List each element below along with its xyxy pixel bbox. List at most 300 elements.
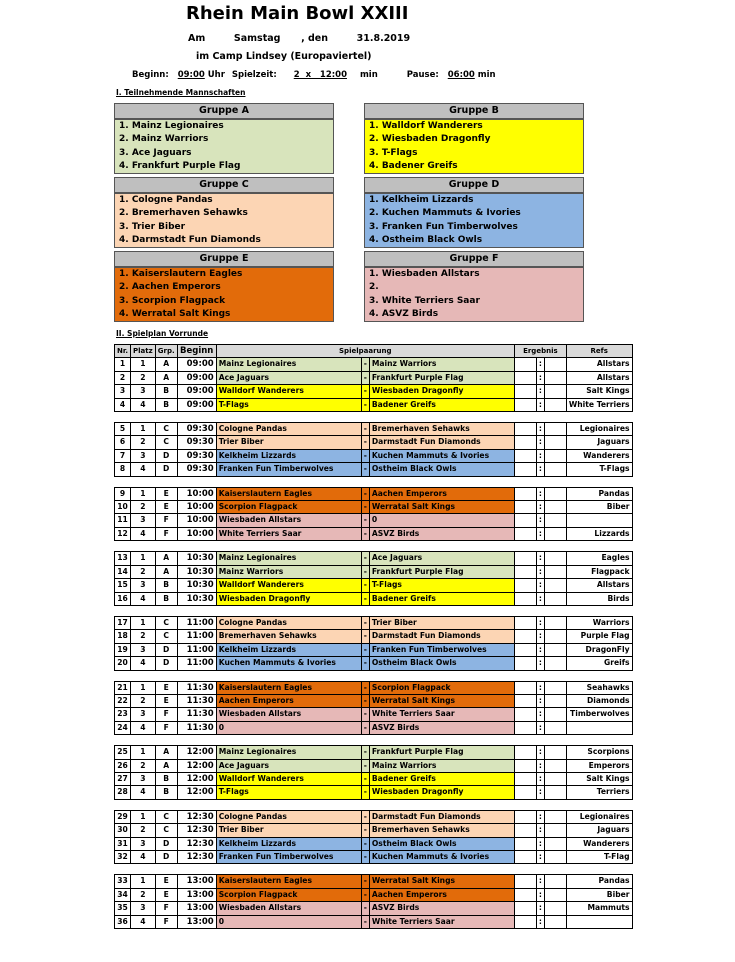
- game-group: E: [155, 681, 177, 694]
- score-colon: :: [536, 786, 544, 799]
- score-away: [544, 708, 566, 721]
- home-team: Walldorf Wanderers: [216, 385, 361, 398]
- away-team: Aachen Emperors: [369, 487, 514, 500]
- game-group: B: [155, 579, 177, 592]
- game-start-time: 13:00: [177, 902, 216, 915]
- away-team: Ace Jaguars: [369, 552, 514, 565]
- spacer-row: [115, 476, 633, 487]
- game-platz: 1: [131, 552, 156, 565]
- spacer-cell: [115, 799, 633, 810]
- game-start-time: 13:00: [177, 888, 216, 901]
- game-nr: 14: [115, 565, 131, 578]
- home-team: Cologne Pandas: [216, 423, 361, 436]
- header-grp: Grp.: [155, 345, 177, 358]
- game-platz: 1: [131, 875, 156, 888]
- score-colon: :: [536, 681, 544, 694]
- game-nr: 23: [115, 708, 131, 721]
- score-colon: :: [536, 915, 544, 928]
- home-team: Mainz Legionaires: [216, 746, 361, 759]
- group-team: 2. Bremerhaven Sehawks: [115, 207, 333, 220]
- game-refs: Legionaires: [566, 423, 632, 436]
- table-row: [115, 592, 633, 605]
- versus-dash: -: [361, 579, 369, 592]
- versus-dash: -: [361, 616, 369, 629]
- game-nr: 24: [115, 721, 131, 734]
- game-platz: 4: [131, 527, 156, 540]
- game-nr: 26: [115, 759, 131, 772]
- header-beginn: Beginn: [177, 345, 216, 358]
- away-team: Werratal Salt Kings: [369, 875, 514, 888]
- game-refs: Salt Kings: [566, 772, 632, 785]
- score-home: [514, 694, 536, 707]
- home-team: Mainz Warriors: [216, 565, 361, 578]
- table-row: [115, 463, 633, 476]
- game-nr: 25: [115, 746, 131, 759]
- away-team: Franken Fun Timberwolves: [369, 643, 514, 656]
- score-home: [514, 423, 536, 436]
- score-home: [514, 371, 536, 384]
- score-colon: :: [536, 888, 544, 901]
- game-start-time: 09:00: [177, 385, 216, 398]
- beginn-value: 09:00: [177, 70, 205, 80]
- table-row: [115, 616, 633, 629]
- game-platz: 1: [131, 487, 156, 500]
- game-start-time: 10:00: [177, 501, 216, 514]
- page-title: Rhein Main Bowl XXIII: [186, 3, 409, 24]
- section-schedule-heading: II. Spielplan Vorrunde: [116, 329, 209, 338]
- group-team: 3. Franken Fun Timberwolves: [365, 221, 583, 234]
- game-group: C: [155, 824, 177, 837]
- score-colon: :: [536, 436, 544, 449]
- game-start-time: 09:00: [177, 371, 216, 384]
- game-group: E: [155, 694, 177, 707]
- group-team: 3. Scorpion Flagpack: [115, 295, 333, 308]
- game-start-time: 11:00: [177, 643, 216, 656]
- group-header: Gruppe D: [365, 178, 583, 194]
- score-home: [514, 915, 536, 928]
- game-refs: Lizzards: [566, 527, 632, 540]
- game-nr: 15: [115, 579, 131, 592]
- versus-dash: -: [361, 875, 369, 888]
- versus-dash: -: [361, 837, 369, 850]
- table-row: [115, 371, 633, 384]
- away-team: Frankfurt Purple Flag: [369, 746, 514, 759]
- game-group: A: [155, 565, 177, 578]
- timing-line: [132, 70, 496, 80]
- home-team: Ace Jaguars: [216, 371, 361, 384]
- versus-dash: -: [361, 902, 369, 915]
- home-team: Franken Fun Timberwolves: [216, 851, 361, 864]
- game-start-time: 11:00: [177, 657, 216, 670]
- score-colon: :: [536, 810, 544, 823]
- score-colon: :: [536, 902, 544, 915]
- game-start-time: 10:30: [177, 565, 216, 578]
- home-team: 0: [216, 915, 361, 928]
- game-start-time: 13:00: [177, 875, 216, 888]
- versus-dash: -: [361, 708, 369, 721]
- game-nr: 20: [115, 657, 131, 670]
- game-platz: 4: [131, 915, 156, 928]
- game-start-time: 10:30: [177, 579, 216, 592]
- game-refs: Jaguars: [566, 824, 632, 837]
- table-row: [115, 579, 633, 592]
- game-platz: 4: [131, 592, 156, 605]
- game-refs: White Terriers: [566, 398, 632, 411]
- game-refs: Greifs: [566, 657, 632, 670]
- game-platz: 1: [131, 810, 156, 823]
- game-group: D: [155, 657, 177, 670]
- group-f-box: [364, 251, 584, 322]
- game-start-time: 11:00: [177, 616, 216, 629]
- score-home: [514, 759, 536, 772]
- score-home: [514, 851, 536, 864]
- table-row: [115, 487, 633, 500]
- game-group: C: [155, 616, 177, 629]
- score-colon: :: [536, 837, 544, 850]
- game-nr: 36: [115, 915, 131, 928]
- spacer-cell: [115, 864, 633, 875]
- score-away: [544, 657, 566, 670]
- table-row: [115, 423, 633, 436]
- spacer-row: [115, 670, 633, 681]
- header-nr: Nr.: [115, 345, 131, 358]
- game-start-time: 12:30: [177, 824, 216, 837]
- away-team: Wiesbaden Dragonfly: [369, 385, 514, 398]
- game-nr: 30: [115, 824, 131, 837]
- away-team: Werratal Salt Kings: [369, 501, 514, 514]
- game-group: B: [155, 592, 177, 605]
- score-away: [544, 681, 566, 694]
- table-row: [115, 902, 633, 915]
- table-row: [115, 398, 633, 411]
- spacer-row: [115, 864, 633, 875]
- spielzeit-label: Spielzeit:: [231, 70, 277, 80]
- game-platz: 3: [131, 579, 156, 592]
- game-refs: Wanderers: [566, 449, 632, 462]
- score-away: [544, 436, 566, 449]
- game-platz: 2: [131, 888, 156, 901]
- game-platz: 1: [131, 746, 156, 759]
- home-team: Bremerhaven Sehawks: [216, 630, 361, 643]
- score-home: [514, 565, 536, 578]
- min-label: min: [359, 70, 378, 80]
- score-colon: :: [536, 487, 544, 500]
- home-team: Cologne Pandas: [216, 616, 361, 629]
- score-away: [544, 772, 566, 785]
- group-team: 2.: [365, 281, 583, 294]
- game-nr: 19: [115, 643, 131, 656]
- score-home: [514, 721, 536, 734]
- game-platz: 2: [131, 694, 156, 707]
- game-refs: Scorpions: [566, 746, 632, 759]
- away-team: Werratal Salt Kings: [369, 694, 514, 707]
- versus-dash: -: [361, 824, 369, 837]
- score-away: [544, 579, 566, 592]
- game-refs: Salt Kings: [566, 385, 632, 398]
- game-nr: 22: [115, 694, 131, 707]
- group-b-box: [364, 103, 584, 174]
- home-team: Kelkheim Lizzards: [216, 643, 361, 656]
- date-line: [188, 33, 410, 44]
- game-platz: 2: [131, 501, 156, 514]
- game-refs: [566, 514, 632, 527]
- score-home: [514, 616, 536, 629]
- game-platz: 3: [131, 837, 156, 850]
- game-refs: Seahawks: [566, 681, 632, 694]
- away-team: ASVZ Birds: [369, 902, 514, 915]
- score-home: [514, 772, 536, 785]
- group-header: Gruppe F: [365, 252, 583, 268]
- header-refs: Refs: [566, 345, 632, 358]
- game-group: C: [155, 423, 177, 436]
- game-platz: 4: [131, 463, 156, 476]
- score-away: [544, 527, 566, 540]
- away-team: White Terriers Saar: [369, 915, 514, 928]
- versus-dash: -: [361, 681, 369, 694]
- score-away: [544, 837, 566, 850]
- home-team: Wiesbaden Allstars: [216, 708, 361, 721]
- min2-label: min: [477, 70, 496, 80]
- game-nr: 9: [115, 487, 131, 500]
- score-away: [544, 851, 566, 864]
- game-group: F: [155, 721, 177, 734]
- game-group: B: [155, 786, 177, 799]
- game-start-time: 11:30: [177, 708, 216, 721]
- game-start-time: 09:30: [177, 463, 216, 476]
- game-group: E: [155, 501, 177, 514]
- score-home: [514, 837, 536, 850]
- versus-dash: -: [361, 463, 369, 476]
- score-home: [514, 592, 536, 605]
- game-start-time: 10:00: [177, 514, 216, 527]
- game-refs: Wanderers: [566, 837, 632, 850]
- score-home: [514, 902, 536, 915]
- game-group: D: [155, 643, 177, 656]
- score-home: [514, 385, 536, 398]
- group-team: 3. Ace Jaguars: [115, 147, 333, 160]
- spacer-row: [115, 412, 633, 423]
- game-nr: 11: [115, 514, 131, 527]
- versus-dash: -: [361, 746, 369, 759]
- game-refs: [566, 721, 632, 734]
- score-away: [544, 514, 566, 527]
- versus-dash: -: [361, 694, 369, 707]
- away-team: Frankfurt Purple Flag: [369, 371, 514, 384]
- score-colon: :: [536, 501, 544, 514]
- away-team: Bremerhaven Sehawks: [369, 423, 514, 436]
- table-row: [115, 708, 633, 721]
- game-nr: 2: [115, 371, 131, 384]
- away-team: ASVZ Birds: [369, 527, 514, 540]
- game-platz: 3: [131, 514, 156, 527]
- score-colon: :: [536, 463, 544, 476]
- location: im Camp Lindsey (Europaviertel): [196, 51, 372, 62]
- score-colon: :: [536, 527, 544, 540]
- score-away: [544, 630, 566, 643]
- group-header: Gruppe B: [365, 104, 583, 120]
- table-row: [115, 436, 633, 449]
- header-ergebnis: Ergebnis: [514, 345, 566, 358]
- schedule-table: [114, 344, 633, 929]
- home-team: Walldorf Wanderers: [216, 772, 361, 785]
- score-colon: :: [536, 358, 544, 371]
- table-row: [115, 721, 633, 734]
- away-team: Badener Greifs: [369, 592, 514, 605]
- score-colon: :: [536, 851, 544, 864]
- game-refs: Biber: [566, 501, 632, 514]
- game-group: F: [155, 915, 177, 928]
- table-row: [115, 915, 633, 928]
- home-team: Wiesbaden Dragonfly: [216, 592, 361, 605]
- away-team: Badener Greifs: [369, 398, 514, 411]
- score-home: [514, 643, 536, 656]
- home-team: Scorpion Flagpack: [216, 888, 361, 901]
- group-team: 3. T-Flags: [365, 147, 583, 160]
- score-away: [544, 552, 566, 565]
- group-team: 4. Ostheim Black Owls: [365, 234, 583, 247]
- score-away: [544, 875, 566, 888]
- game-refs: Allstars: [566, 371, 632, 384]
- versus-dash: -: [361, 371, 369, 384]
- home-team: Franken Fun Timberwolves: [216, 463, 361, 476]
- score-away: [544, 643, 566, 656]
- game-platz: 4: [131, 657, 156, 670]
- away-team: Badener Greifs: [369, 772, 514, 785]
- home-team: T-Flags: [216, 786, 361, 799]
- versus-dash: -: [361, 772, 369, 785]
- table-row: [115, 746, 633, 759]
- versus-dash: -: [361, 385, 369, 398]
- date-value: 31.8.2019: [356, 33, 411, 44]
- game-nr: 27: [115, 772, 131, 785]
- home-team: White Terriers Saar: [216, 527, 361, 540]
- score-home: [514, 527, 536, 540]
- score-home: [514, 681, 536, 694]
- game-nr: 33: [115, 875, 131, 888]
- home-team: Kuchen Mammuts & Ivories: [216, 657, 361, 670]
- group-header: Gruppe E: [115, 252, 333, 268]
- game-nr: 18: [115, 630, 131, 643]
- score-colon: :: [536, 579, 544, 592]
- score-home: [514, 463, 536, 476]
- away-team: Scorpion Flagpack: [369, 681, 514, 694]
- versus-dash: -: [361, 630, 369, 643]
- score-home: [514, 630, 536, 643]
- home-team: Kaiserslautern Eagles: [216, 487, 361, 500]
- home-team: Wiesbaden Allstars: [216, 514, 361, 527]
- table-row: [115, 681, 633, 694]
- score-away: [544, 449, 566, 462]
- score-home: [514, 501, 536, 514]
- home-team: Aachen Emperors: [216, 694, 361, 707]
- game-start-time: 11:30: [177, 694, 216, 707]
- home-team: Trier Biber: [216, 436, 361, 449]
- group-team: 1. Cologne Pandas: [115, 194, 333, 207]
- group-team: 1. Kelkheim Lizzards: [365, 194, 583, 207]
- score-away: [544, 501, 566, 514]
- away-team: Wiesbaden Dragonfly: [369, 786, 514, 799]
- game-start-time: 10:00: [177, 527, 216, 540]
- game-platz: 2: [131, 759, 156, 772]
- game-refs: Warriors: [566, 616, 632, 629]
- group-header: Gruppe C: [115, 178, 333, 194]
- score-colon: :: [536, 824, 544, 837]
- game-refs: Emperors: [566, 759, 632, 772]
- versus-dash: -: [361, 810, 369, 823]
- away-team: Bremerhaven Sehawks: [369, 824, 514, 837]
- score-home: [514, 449, 536, 462]
- game-group: A: [155, 358, 177, 371]
- score-colon: :: [536, 657, 544, 670]
- game-group: E: [155, 487, 177, 500]
- away-team: Darmstadt Fun Diamonds: [369, 810, 514, 823]
- game-refs: Biber: [566, 888, 632, 901]
- game-start-time: 12:30: [177, 837, 216, 850]
- table-row: [115, 385, 633, 398]
- game-platz: 4: [131, 786, 156, 799]
- table-row: [115, 514, 633, 527]
- group-team: 2. Wiesbaden Dragonfly: [365, 133, 583, 146]
- game-nr: 10: [115, 501, 131, 514]
- versus-dash: -: [361, 592, 369, 605]
- game-nr: 7: [115, 449, 131, 462]
- score-home: [514, 708, 536, 721]
- table-row: [115, 527, 633, 540]
- game-group: D: [155, 463, 177, 476]
- score-away: [544, 746, 566, 759]
- table-row: [115, 837, 633, 850]
- group-e-box: [114, 251, 334, 322]
- home-team: Mainz Legionaires: [216, 358, 361, 371]
- spacer-cell: [115, 605, 633, 616]
- game-group: F: [155, 708, 177, 721]
- game-refs: Pandas: [566, 875, 632, 888]
- away-team: Mainz Warriors: [369, 759, 514, 772]
- game-group: D: [155, 851, 177, 864]
- versus-dash: -: [361, 358, 369, 371]
- spacer-cell: [115, 412, 633, 423]
- game-group: F: [155, 514, 177, 527]
- score-colon: :: [536, 565, 544, 578]
- away-team: Frankfurt Purple Flag: [369, 565, 514, 578]
- score-colon: :: [536, 708, 544, 721]
- home-team: Walldorf Wanderers: [216, 579, 361, 592]
- game-group: E: [155, 888, 177, 901]
- game-platz: 3: [131, 902, 156, 915]
- game-platz: 2: [131, 630, 156, 643]
- score-away: [544, 810, 566, 823]
- game-nr: 31: [115, 837, 131, 850]
- game-start-time: 09:30: [177, 423, 216, 436]
- game-nr: 34: [115, 888, 131, 901]
- group-team: 4. Badener Greifs: [365, 160, 583, 173]
- score-home: [514, 746, 536, 759]
- away-team: Ostheim Black Owls: [369, 657, 514, 670]
- score-home: [514, 579, 536, 592]
- score-home: [514, 657, 536, 670]
- away-team: Ostheim Black Owls: [369, 463, 514, 476]
- game-group: E: [155, 875, 177, 888]
- game-start-time: 12:00: [177, 746, 216, 759]
- score-colon: :: [536, 371, 544, 384]
- game-nr: 3: [115, 385, 131, 398]
- game-start-time: 09:00: [177, 358, 216, 371]
- game-refs: Legionaires: [566, 810, 632, 823]
- score-colon: :: [536, 643, 544, 656]
- score-away: [544, 888, 566, 901]
- game-refs: Diamonds: [566, 694, 632, 707]
- spacer-row: [115, 605, 633, 616]
